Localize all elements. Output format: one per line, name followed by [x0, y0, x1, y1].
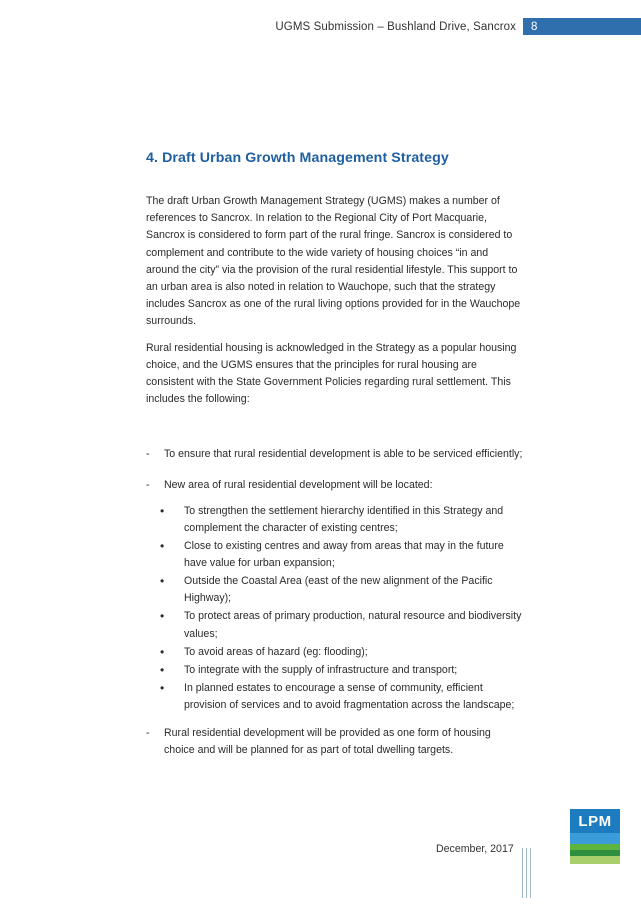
dash-mark: -	[146, 727, 150, 740]
bullet-item: • In planned estates to encourage a sense of community, efficient provision of services and to avoid fragmentation across the landscape;	[184, 680, 524, 714]
dash-item-text: New area of rural residential development will be located:	[164, 478, 433, 491]
bullet-item: • To protect areas of primary production, natural resource and biodiversity values;	[184, 608, 524, 642]
footer-date: December, 2017	[436, 843, 514, 855]
bullet-item: • Outside the Coastal Area (east of the new alignment of the Pacific Highway);	[184, 573, 524, 607]
lpm-logo	[570, 809, 620, 864]
page-header	[275, 18, 641, 35]
header-title: UGMS Submission – Bushland Drive, Sancrox	[275, 20, 516, 33]
dash-item-text: To ensure that rural residential development is able to be serviced efficiently;	[164, 448, 523, 461]
bullet-item: • To integrate with the supply of infrastructure and transport;	[184, 662, 524, 679]
paragraph: The draft Urban Growth Management Strategy (UGMS) makes a number of references to Sancrox. In relation to the Regional City of Port Macquarie, Sancrox is considered to form part of the rural fringe. Sancrox is considered to complement and contribute to the wide variety of housing choices “in and around the city” via the provision of the rural residential lifestyle. This support to an urban area is also noted in relation to Wauchope, such that the strategy includes Sancrox as one of the rural living options provided for in the Wauchope surrounds.	[146, 195, 521, 328]
page-number: 8	[523, 18, 641, 35]
bullet-item: • To strengthen the settlement hierarchy identified in this Strategy and complement the character of existing centres;	[184, 503, 524, 537]
bullet-item: • Close to existing centres and away from areas that may in the future have value for urban expansion;	[184, 538, 524, 572]
dash-list-item	[146, 446, 524, 463]
bullet-list	[146, 503, 524, 714]
bullet-item: • To avoid areas of hazard (eg: flooding);	[184, 644, 524, 661]
dash-mark: -	[146, 448, 150, 461]
footer-divider-lines	[522, 848, 532, 898]
document-body	[146, 150, 524, 759]
dash-mark: -	[146, 478, 150, 491]
dash-list-item	[146, 477, 524, 494]
logo-text: LPM	[570, 809, 620, 833]
section-heading: 4. Draft Urban Growth Management Strategy	[146, 150, 449, 166]
paragraph: Rural residential housing is acknowledged in the Strategy as a popular housing choice, and the UGMS ensures that the principles for rural housing are consistent with the State Government Policies regarding rural settlement. This includes the following:	[146, 341, 517, 406]
dash-list-item	[146, 725, 524, 759]
dash-item-text: Rural residential development will be provided as one form of housing choice and will be planned for as part of total dwelling targets.	[164, 727, 491, 757]
